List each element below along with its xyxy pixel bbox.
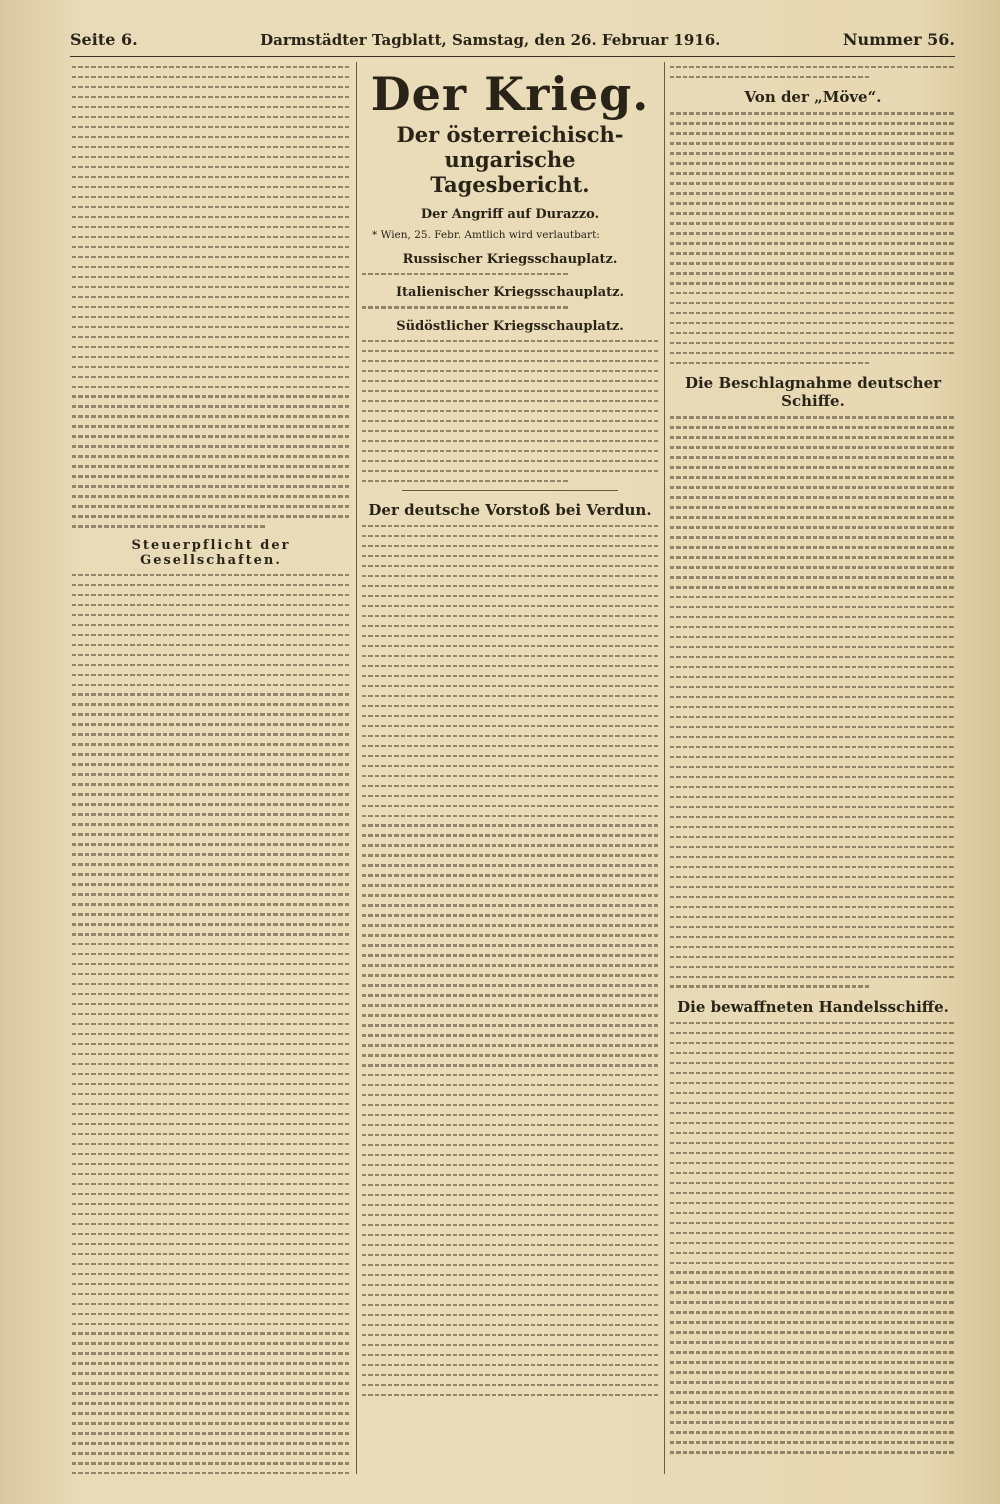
column-rule xyxy=(356,62,357,1474)
col2-text-block xyxy=(362,525,658,1396)
war-subtitle: Der österreichisch-ungarische Tagesbericht. xyxy=(396,122,624,197)
section-heading: Der deutsche Vorstoß bei Verdun. xyxy=(368,500,652,519)
col3-text-block xyxy=(670,416,956,988)
section-heading: Steuerpflicht der Gesellschaften. xyxy=(131,537,291,568)
section-heading: Die Beschlagnahme deutscher Schiffe. xyxy=(684,374,942,411)
col3-text-block xyxy=(670,112,956,364)
divider xyxy=(402,490,618,491)
issue-label: Nummer 56. xyxy=(842,30,955,49)
col2-text-block xyxy=(362,273,658,275)
section-heading: Von der „Möve“. xyxy=(744,88,882,107)
section-heading: Der Angriff auf Durazzo. xyxy=(420,207,600,222)
section-heading: Südöstlicher Kriegsschauplatz. xyxy=(396,318,624,334)
col2-text-block xyxy=(362,340,658,482)
newspaper-line: Darmstädter Tagblatt, Samstag, den 26. Februar 1916. xyxy=(260,31,721,49)
war-title: Der Krieg. xyxy=(370,67,650,121)
column-1 xyxy=(72,62,350,1474)
col3-text-block xyxy=(670,1022,956,1454)
col2-text-block xyxy=(362,306,658,308)
column-3 xyxy=(670,62,956,1474)
col1-text-block xyxy=(72,574,350,1474)
col3-text-block xyxy=(670,66,956,78)
dateline: * Wien, 25. Febr. Amtlich wird verlautbart: xyxy=(372,229,600,241)
masthead xyxy=(70,30,955,57)
col1-text-block xyxy=(72,66,350,528)
column-rule xyxy=(664,62,665,1474)
section-heading: Italienischer Kriegsschauplatz. xyxy=(395,285,625,301)
section-heading: Die bewaffneten Handelsschiffe. xyxy=(677,997,949,1016)
page-label: Seite 6. xyxy=(70,30,138,49)
column-2 xyxy=(362,62,658,1474)
section-heading: Russischer Kriegsschauplatz. xyxy=(402,252,618,267)
